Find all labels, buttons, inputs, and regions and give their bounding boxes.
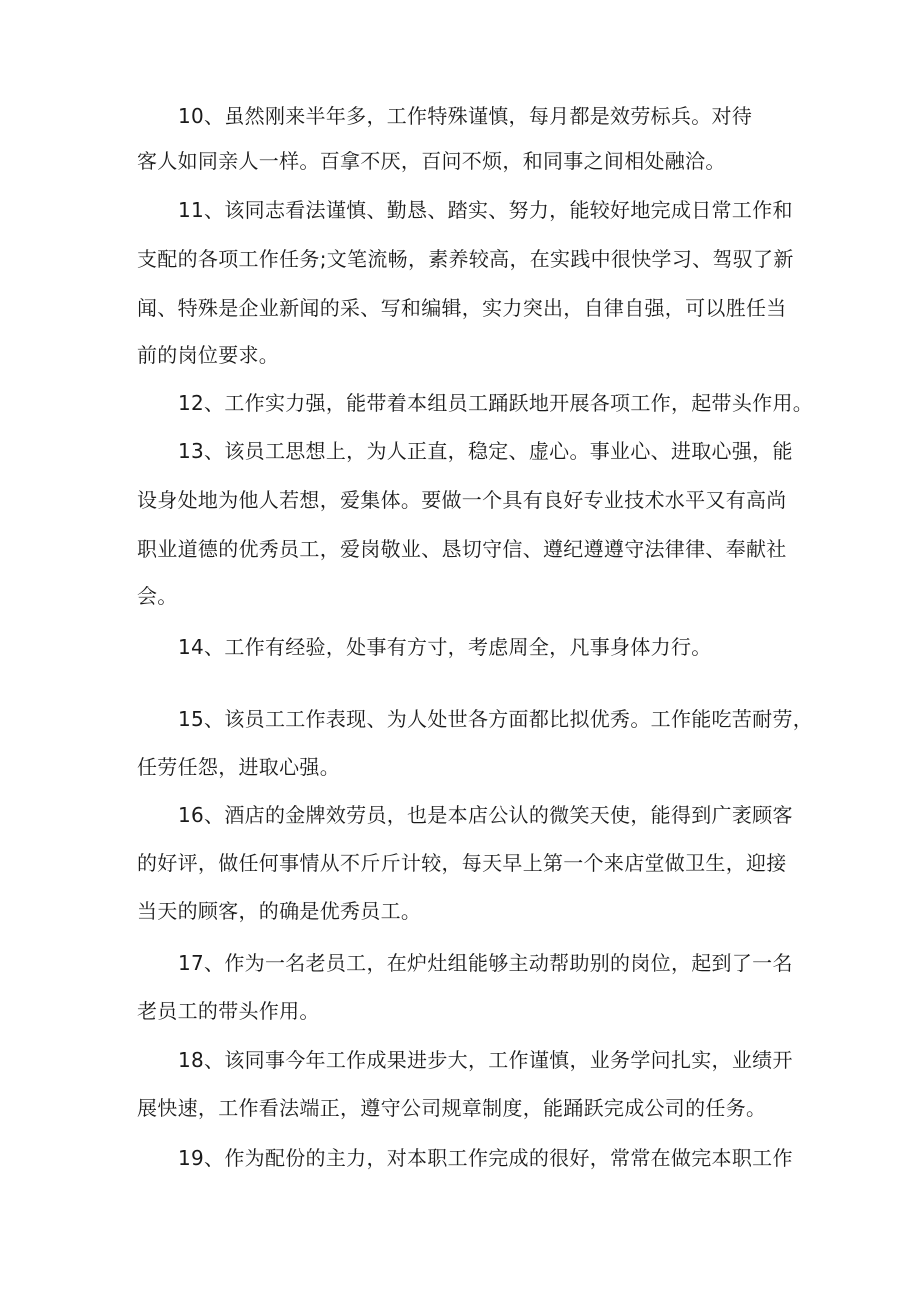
paragraph-19-line-1: 19、作为配份的主力，对本职工作完成的很好，常常在做完本职工作 bbox=[178, 1146, 793, 1170]
paragraph-16-line-3: 当天的顾客，的确是优秀员工。 bbox=[137, 899, 422, 923]
paragraph-13-line-1: 13、该员工思想上，为人正直，稳定、虚心。事业心、进取心强，能 bbox=[178, 439, 793, 463]
paragraph-13-line-4: 会。 bbox=[137, 584, 178, 608]
paragraph-11-line-2: 支配的各项工作任务;文笔流畅，素养较高，在实践中很快学习、驾驭了新 bbox=[137, 247, 794, 271]
paragraph-11-line-4: 前的岗位要求。 bbox=[137, 343, 280, 367]
paragraph-10-line-1: 10、虽然刚来半年多，工作特殊谨慎，每月都是效劳标兵。对待 bbox=[178, 104, 753, 128]
paragraph-11-line-3: 闻、特殊是企业新闻的采、写和编辑，实力突出，自律自强，可以胜任当 bbox=[137, 296, 787, 320]
paragraph-13-line-2: 设身处地为他人若想，爱集体。要做一个具有良好专业技术水平又有高尚 bbox=[137, 488, 787, 512]
paragraph-13-line-3: 职业道德的优秀员工，爱岗敬业、恳切守信、遵纪遵遵守法律律、奉献社 bbox=[137, 537, 787, 561]
paragraph-12-line-1: 12、工作实力强，能带着本组员工踊跃地开展各项工作，起带头作用。 bbox=[178, 391, 814, 415]
paragraph-10-line-2: 客人如同亲人一样。百拿不厌，百问不烦，和同事之间相处融洽。 bbox=[137, 149, 726, 173]
paragraph-16-line-2: 的好评，做任何事情从不斤斤计较，每天早上第一个来店堂做卫生，迎接 bbox=[137, 851, 787, 875]
paragraph-17-line-2: 老员工的带头作用。 bbox=[137, 999, 320, 1023]
paragraph-15-line-1: 15、该员工工作表现、为人处世各方面都比拟优秀。工作能吃苦耐劳， bbox=[178, 707, 814, 731]
paragraph-16-line-1: 16、酒店的金牌效劳员，也是本店公认的微笑天使，能得到广袤顾客 bbox=[178, 803, 793, 827]
paragraph-17-line-1: 17、作为一名老员工，在炉灶组能够主动帮助别的岗位，起到了一名 bbox=[178, 951, 793, 975]
paragraph-18-line-1: 18、该同事今年工作成果进步大，工作谨慎，业务学问扎实，业绩开 bbox=[178, 1048, 793, 1072]
paragraph-15-line-2: 任劳任怨，进取心强。 bbox=[137, 755, 340, 779]
paragraph-14-line-1: 14、工作有经验，处事有方寸，考虑周全，凡事身体力行。 bbox=[178, 635, 712, 659]
paragraph-18-line-2: 展快速，工作看法端正，遵守公司规章制度，能踊跃完成公司的任务。 bbox=[137, 1096, 767, 1120]
paragraph-11-line-1: 11、该同志看法谨慎、勤恳、踏实、努力，能较好地完成日常工作和 bbox=[178, 198, 793, 222]
